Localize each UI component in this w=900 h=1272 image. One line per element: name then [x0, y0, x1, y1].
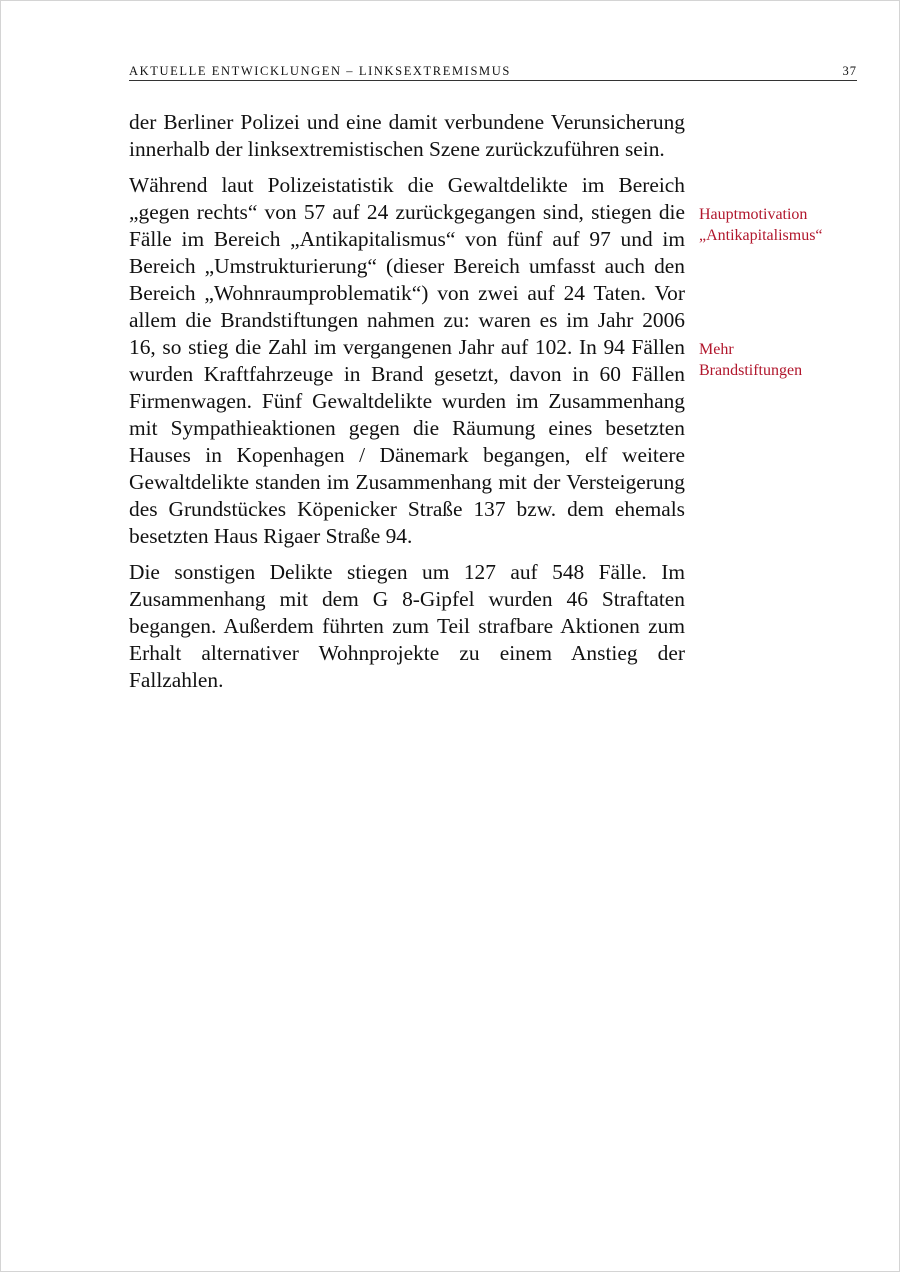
section-title: AKTUELLE ENTWICKLUNGEN – LINKSEXTREMISMUS [129, 64, 511, 78]
paragraph-3: Die sonstigen Delikte stiegen um 127 auf 548 Fälle. Im Zusammenhang mit dem G 8-Gipfel wurden 46 Straftaten begangen. Außerdem führten zum Teil strafbare Aktionen zum Erhalt alternativer Wohnprojekte zu einem Anstieg der Fallzahlen. [129, 560, 685, 692]
body-text [129, 109, 685, 703]
margin-note-line: Mehr [699, 341, 734, 358]
margin-note-line: Hauptmotivation [699, 206, 808, 223]
page-number: 37 [842, 64, 857, 78]
margin-note-line: Brandstiftungen [699, 362, 803, 379]
paragraph-1: der Berliner Polizei und eine damit verbundene Verunsicherung innerhalb der linksextremistischen Szene zurückzuführen sein. [129, 110, 685, 161]
running-header [129, 64, 857, 81]
margin-note-line: „Antikapitalismus“ [699, 227, 823, 244]
margin-note-hauptmotivation [699, 204, 879, 246]
paragraph-2: Während laut Polizeistatistik die Gewaltdelikte im Bereich „gegen rechts“ von 57 auf 24 zurückgegangen sind, stiegen die Fälle im Bereich „Antikapitalismus“ von fünf auf 97 und im Bereich „Umstrukturierung“ (dieser Bereich umfasst auch den Bereich „Wohnraumproblematik“) von zwei auf 24 Taten. Vor allem die Brandstiftungen nahmen zu: waren es im Jahr 2006 16, so stieg die Zahl im vergangenen Jahr auf 102. In 94 Fällen wurden Kraftfahrzeuge in Brand gesetzt, davon in 60 Fällen Firmenwagen. Fünf Gewaltdelikte wurden im Zusammenhang mit Sympathieaktionen gegen die Räumung eines besetzten Hauses in Kopenhagen / Dänemark begangen, elf weitere Gewaltdelikte standen im Zusammenhang mit der Versteigerung des Grundstückes Köpenicker Straße 137 bzw. dem ehemals besetzten Haus Rigaer Straße 94. [129, 173, 685, 548]
margin-note-brandstiftungen [699, 339, 879, 381]
